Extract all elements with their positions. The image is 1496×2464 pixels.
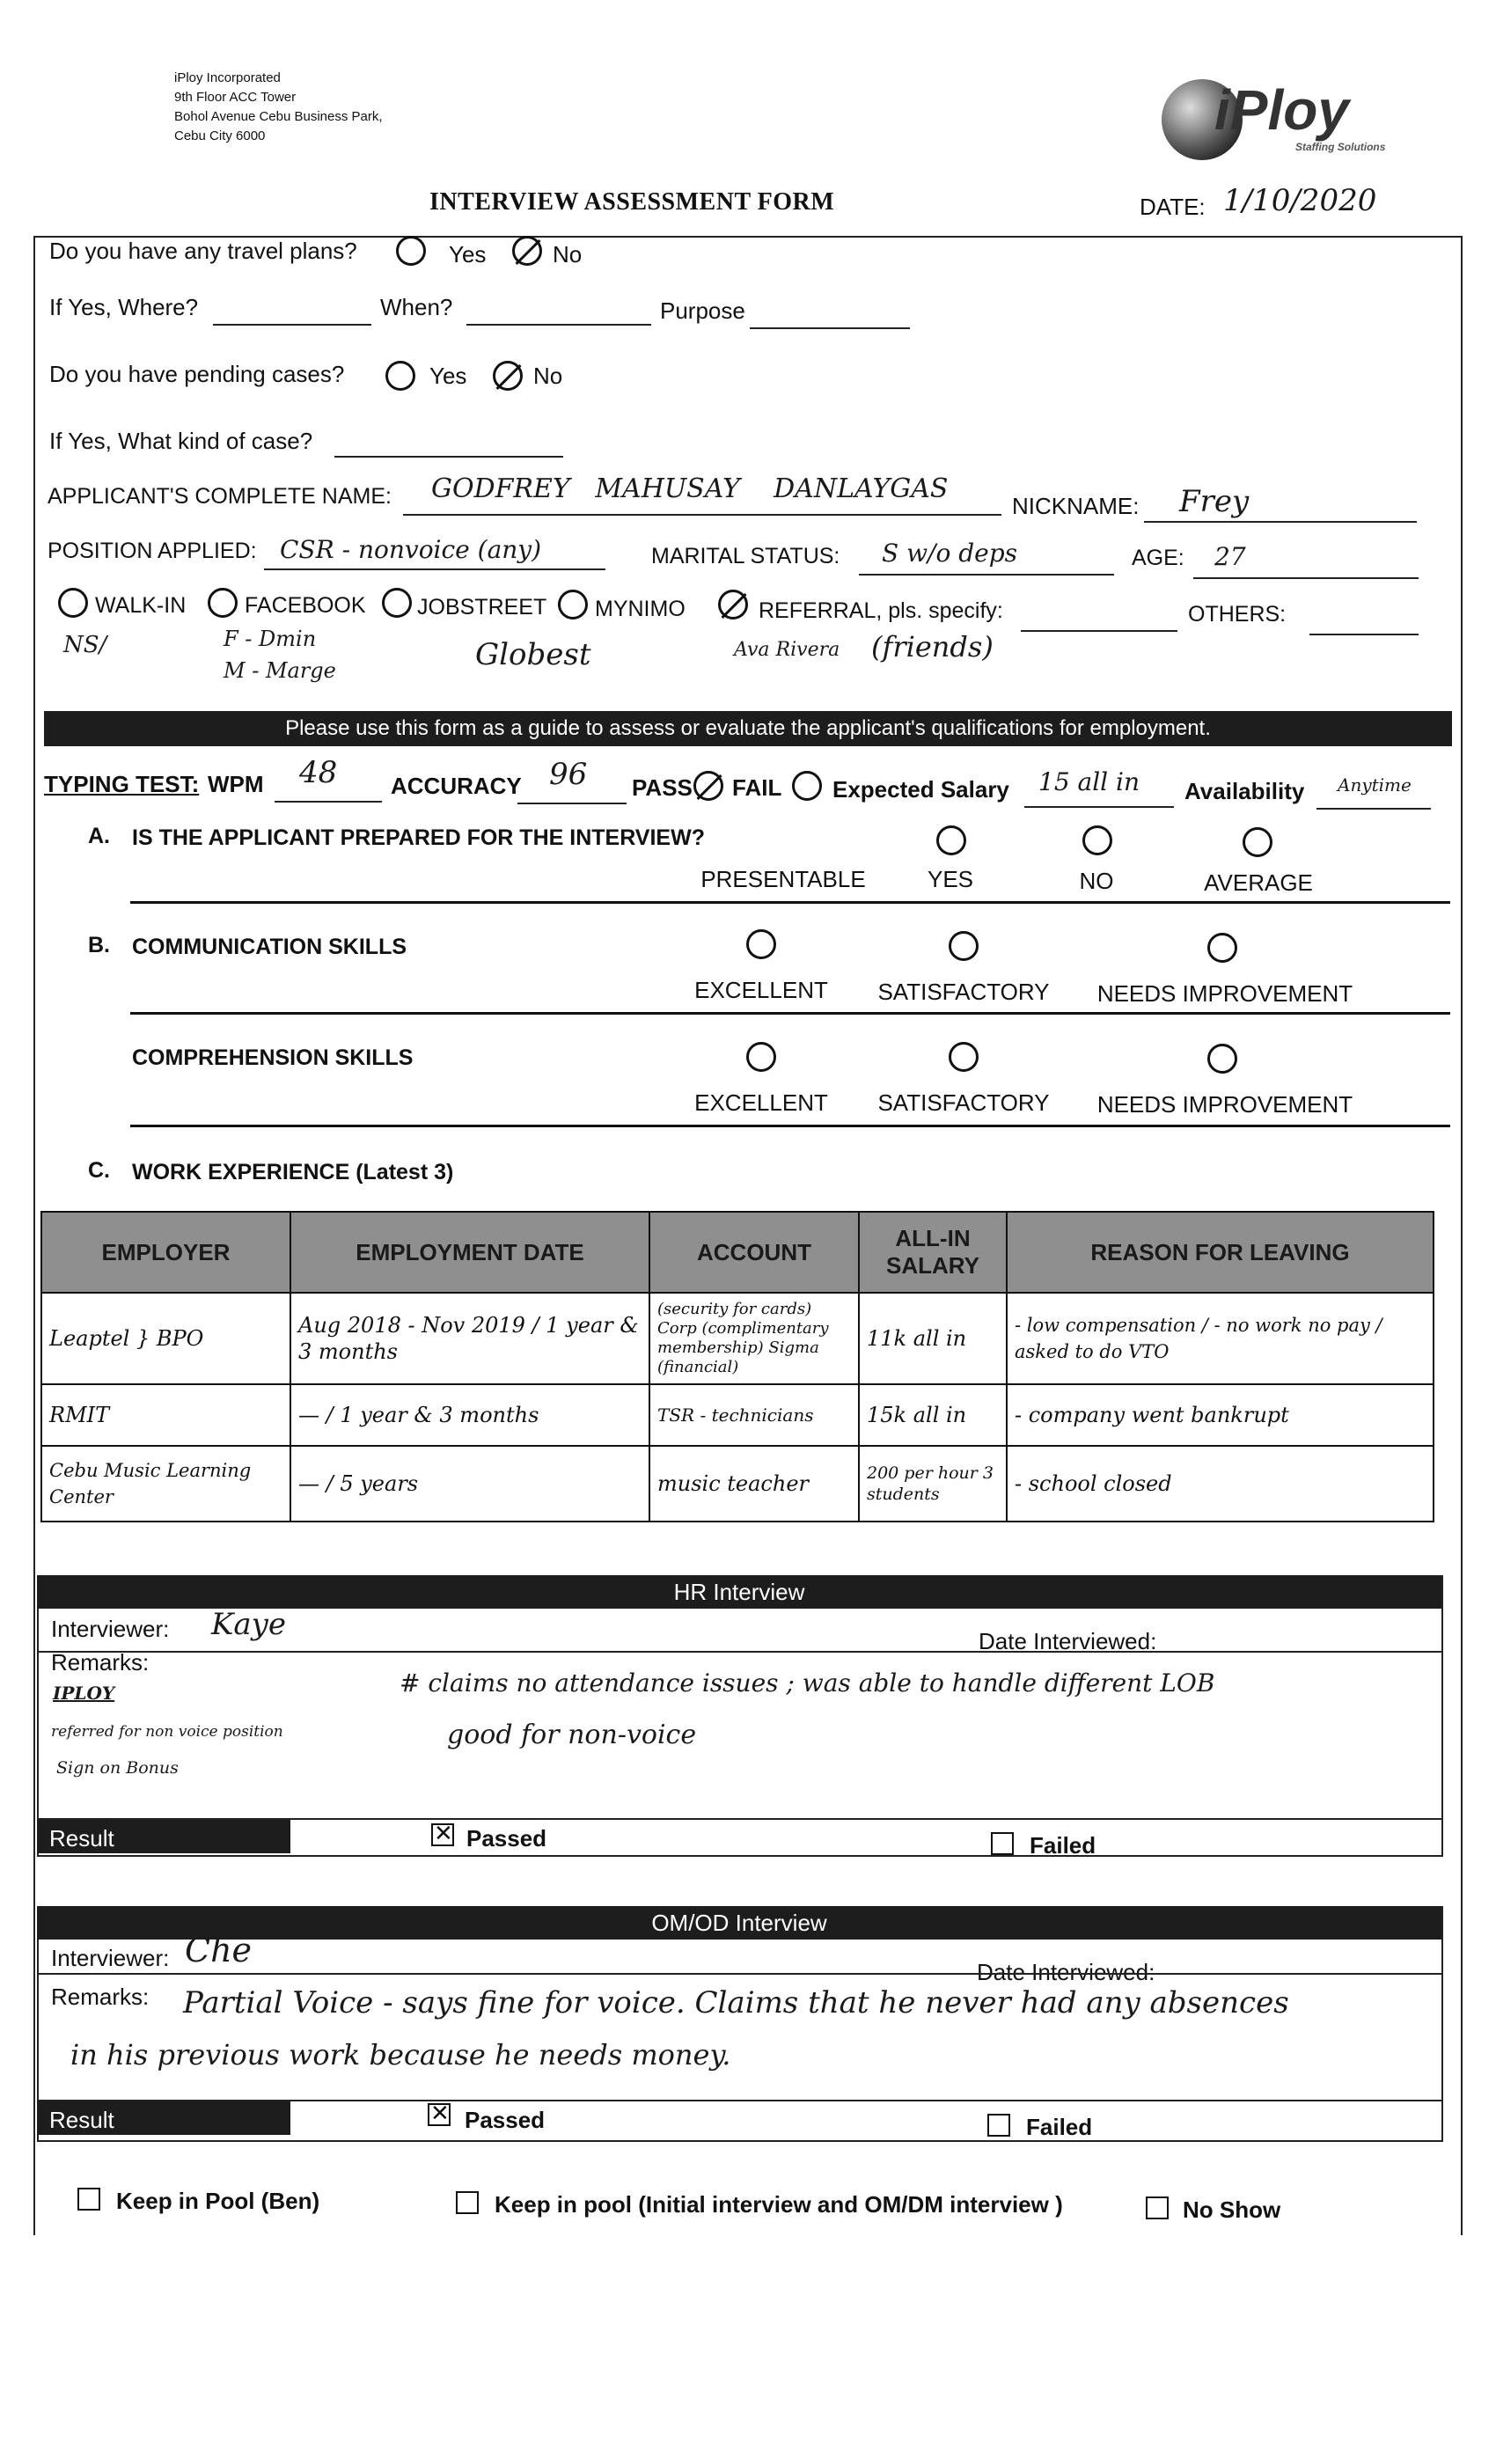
hr-result-label: Result	[49, 1825, 114, 1852]
divider	[37, 1651, 1441, 1653]
travel-yes-radio[interactable]	[396, 236, 426, 266]
guide-banner: Please use this form as a guide to assess or evaluate the applicant's qualifications for employment.	[44, 711, 1452, 746]
address-line: iPloy Incorporated	[174, 70, 281, 85]
om-passed-label: Passed	[465, 2107, 546, 2133]
table-row	[41, 1293, 1434, 1384]
facebook-label: FACEBOOK	[245, 593, 366, 618]
referral-label: REFERRAL, pls. specify:	[759, 598, 1003, 623]
fail-label: FAIL	[732, 774, 782, 801]
account-cell[interactable]: (security for cards) Corp (complimentary membership) Sigma (financial)	[649, 1293, 859, 1384]
typing-label: TYPING TEST:	[44, 771, 200, 797]
age-label: AGE:	[1132, 546, 1184, 570]
comprehension-title: COMPREHENSION SKILLS	[132, 1045, 414, 1070]
presentable-label: PRESENTABLE	[700, 866, 866, 892]
hr-remark-note: IPLOY	[53, 1683, 115, 1704]
employer-cell[interactable]: Cebu Music Learning Center	[41, 1446, 290, 1522]
section-a-title: IS THE APPLICANT PREPARED FOR THE INTERVIEW?	[132, 825, 705, 850]
address-line: 9th Floor ACC Tower	[174, 90, 297, 105]
comm-satisfactory-radio[interactable]	[949, 931, 979, 961]
source-note: F - Dmin	[224, 627, 317, 651]
no-show-checkbox[interactable]	[1146, 2196, 1169, 2219]
wpm-label: WPM	[208, 771, 264, 797]
section-c-letter: C.	[88, 1158, 110, 1183]
walkin-radio[interactable]	[58, 588, 88, 618]
om-date-label: Date Interviewed:	[977, 1959, 1155, 1985]
travel-when-label: When?	[380, 294, 453, 320]
section-a-letter: A.	[88, 824, 110, 848]
travel-purpose-label: Purpose	[660, 297, 745, 324]
fail-radio[interactable]	[792, 771, 822, 801]
om-remarks-text[interactable]: Partial Voice - says fine for voice. Claims that he never had any absences	[183, 1985, 1289, 2020]
pass-radio[interactable]	[693, 771, 723, 801]
travel-purpose-field[interactable]	[750, 297, 910, 329]
address-line: Cebu City 6000	[174, 128, 266, 143]
table-row	[41, 1384, 1434, 1446]
mynimo-radio[interactable]	[558, 590, 588, 620]
referral-radio[interactable]	[718, 590, 748, 620]
cases-yes-radio[interactable]	[385, 361, 415, 391]
travel-no-label: No	[553, 241, 583, 268]
walkin-label: WALK-IN	[95, 593, 187, 618]
om-failed-label: Failed	[1026, 2114, 1093, 2140]
referral-field[interactable]	[1021, 600, 1177, 632]
facebook-radio[interactable]	[208, 588, 238, 618]
reason-cell[interactable]: - company went bankrupt	[1007, 1384, 1434, 1446]
logo-tagline: Staffing Solutions	[1295, 141, 1386, 153]
divider	[130, 1012, 1450, 1015]
om-remarks-label: Remarks:	[51, 1984, 150, 2010]
nickname-value: Frey	[1179, 484, 1250, 519]
table-header-row	[41, 1212, 1434, 1293]
employer-cell[interactable]: RMIT	[41, 1384, 290, 1446]
comp-satisfactory-label: SATISFACTORY	[877, 1089, 1050, 1116]
column-header: ACCOUNT	[649, 1212, 859, 1293]
travel-yes-label: Yes	[449, 241, 487, 268]
comm-needs-improvement-radio[interactable]	[1207, 933, 1237, 963]
om-passed-checkbox[interactable]	[428, 2103, 451, 2126]
others-field[interactable]	[1309, 604, 1419, 635]
position-label: POSITION APPLIED:	[48, 539, 257, 563]
om-interviewer-value[interactable]: Che	[185, 1931, 253, 1969]
nickname-label: NICKNAME:	[1012, 493, 1140, 519]
prepared-average-radio[interactable]	[1243, 827, 1272, 857]
availability-value: Anytime	[1338, 774, 1412, 796]
comp-needs-improvement-label: NEEDS IMPROVEMENT	[1096, 1091, 1353, 1118]
hr-failed-checkbox[interactable]	[991, 1832, 1014, 1855]
account-cell[interactable]: TSR - technicians	[649, 1384, 859, 1446]
source-note: NS/	[63, 632, 107, 658]
travel-where-label: If Yes, Where?	[49, 294, 199, 320]
source-note: Ava Rivera	[734, 639, 840, 661]
hr-interview-title: HR Interview	[37, 1575, 1441, 1609]
hr-remarks-text[interactable]: # claims no attendance issues ; was able to handle different LOB	[400, 1668, 1215, 1698]
keep-in-pool-ben-checkbox[interactable]	[77, 2188, 100, 2211]
applicant-name-label: APPLICANT'S COMPLETE NAME:	[48, 484, 392, 509]
account-cell[interactable]: music teacher	[649, 1446, 859, 1522]
source-note: Globest	[475, 637, 591, 672]
salary-cell[interactable]: 200 per hour 3 students	[859, 1446, 1007, 1522]
cases-no-label: No	[533, 363, 563, 389]
applicant-name-value: GODFREY MAHUSAY DANLAYGAS	[431, 473, 949, 504]
prepared-yes-radio[interactable]	[936, 825, 966, 855]
company-address	[174, 69, 383, 146]
address-line: Bohol Avenue Cebu Business Park,	[174, 109, 383, 124]
pass-label: PASS	[632, 774, 693, 801]
date-cell[interactable]: — / 5 years	[290, 1446, 649, 1522]
salary-value: 15 all in	[1038, 767, 1140, 796]
marital-value: S w/o deps	[882, 539, 1018, 568]
divider	[130, 1125, 1450, 1127]
column-header: EMPLOYER	[41, 1212, 290, 1293]
table-row	[41, 1446, 1434, 1522]
option-no-label: NO	[1079, 868, 1114, 894]
cases-kind-label: If Yes, What kind of case?	[49, 428, 313, 454]
date-label: DATE:	[1140, 194, 1206, 220]
comm-needs-improvement-label: NEEDS IMPROVEMENT	[1096, 980, 1353, 1007]
hr-interviewer-label: Interviewer:	[51, 1616, 170, 1642]
om-interviewer-label: Interviewer:	[51, 1945, 170, 1971]
employer-cell[interactable]: Leaptel } BPO	[41, 1293, 290, 1384]
others-label: OTHERS:	[1188, 602, 1287, 627]
option-yes-label: YES	[927, 866, 974, 892]
section-b-letter: B.	[88, 933, 110, 957]
position-value: CSR - nonvoice (any)	[280, 535, 542, 564]
divider	[130, 901, 1450, 904]
keep-in-pool-ben-label: Keep in Pool (Ben)	[116, 2188, 320, 2214]
work-experience-table	[40, 1211, 1434, 1522]
prepared-no-radio[interactable]	[1082, 825, 1112, 855]
date-cell[interactable]: Aug 2018 - Nov 2019 / 1 year & 3 months	[290, 1293, 649, 1384]
hr-remarks-text[interactable]: good for non-voice	[447, 1720, 697, 1750]
comp-needs-improvement-radio[interactable]	[1207, 1044, 1237, 1074]
jobstreet-label: JOBSTREET	[417, 595, 547, 620]
hr-remarks-label: Remarks:	[51, 1649, 150, 1676]
cases-question: Do you have pending cases?	[49, 361, 345, 387]
om-interview-title: OM/OD Interview	[37, 1906, 1441, 1940]
travel-where-field[interactable]	[213, 294, 371, 326]
date-value[interactable]: 1/10/2020	[1223, 183, 1377, 218]
mynimo-label: MYNIMO	[595, 597, 686, 621]
hr-remark-note: referred for non voice position	[51, 1723, 283, 1741]
cases-yes-label: Yes	[429, 363, 467, 389]
availability-label: Availability	[1184, 778, 1305, 804]
option-average-label: AVERAGE	[1204, 869, 1313, 896]
source-note: (friends)	[871, 630, 994, 664]
accuracy-value: 96	[549, 757, 588, 792]
comp-excellent-label: EXCELLENT	[694, 1089, 828, 1116]
comp-satisfactory-radio[interactable]	[949, 1042, 979, 1072]
accuracy-label: ACCURACY	[391, 773, 522, 799]
om-result-label: Result	[49, 2107, 114, 2133]
travel-no-radio[interactable]	[512, 236, 542, 266]
jobstreet-radio[interactable]	[382, 588, 412, 618]
hr-date-label: Date Interviewed:	[979, 1628, 1157, 1654]
om-failed-checkbox[interactable]	[987, 2114, 1010, 2137]
source-note: M - Marge	[224, 658, 336, 683]
column-header: ALL-IN SALARY	[859, 1212, 1007, 1293]
travel-question: Do you have any travel plans?	[49, 238, 357, 264]
hr-passed-label: Passed	[466, 1825, 547, 1852]
reason-cell[interactable]: - low compensation / - no work no pay / asked to do VTO	[1007, 1293, 1434, 1384]
hr-interviewer-value[interactable]: Kaye	[211, 1607, 286, 1642]
reason-cell[interactable]: - school closed	[1007, 1446, 1434, 1522]
logo-text: iPloy	[1214, 78, 1349, 142]
form-title: INTERVIEW ASSESSMENT FORM	[429, 188, 835, 216]
work-experience-title: WORK EXPERIENCE (Latest 3)	[132, 1160, 454, 1184]
column-header: EMPLOYMENT DATE	[290, 1212, 649, 1293]
salary-cell[interactable]: 15k all in	[859, 1384, 1007, 1446]
hr-passed-checkbox[interactable]	[431, 1823, 454, 1846]
keep-in-pool-initial-label: Keep in pool (Initial interview and OM/DM interview )	[495, 2191, 1063, 2218]
salary-label: Expected Salary	[832, 776, 1009, 803]
comm-satisfactory-label: SATISFACTORY	[877, 979, 1050, 1005]
divider	[37, 1973, 1441, 1975]
cases-no-radio[interactable]	[493, 361, 523, 391]
marital-label: MARITAL STATUS:	[651, 544, 840, 568]
no-show-label: No Show	[1183, 2196, 1281, 2223]
column-header: REASON FOR LEAVING	[1007, 1212, 1434, 1293]
comm-excellent-label: EXCELLENT	[694, 977, 828, 1003]
communication-title: COMMUNICATION SKILLS	[132, 935, 407, 959]
hr-failed-label: Failed	[1030, 1832, 1096, 1859]
wpm-value: 48	[299, 755, 338, 790]
date-cell[interactable]: — / 1 year & 3 months	[290, 1384, 649, 1446]
cases-kind-field[interactable]	[334, 426, 563, 458]
company-logo	[1162, 77, 1426, 165]
age-value: 27	[1214, 542, 1246, 571]
hr-remark-note: Sign on Bonus	[56, 1758, 179, 1778]
om-remarks-text[interactable]: in his previous work because he needs money.	[70, 2038, 731, 2072]
salary-cell[interactable]: 11k all in	[859, 1293, 1007, 1384]
comp-excellent-radio[interactable]	[746, 1042, 776, 1072]
keep-in-pool-initial-checkbox[interactable]	[456, 2191, 479, 2214]
travel-when-field[interactable]	[466, 294, 651, 326]
comm-excellent-radio[interactable]	[746, 929, 776, 959]
